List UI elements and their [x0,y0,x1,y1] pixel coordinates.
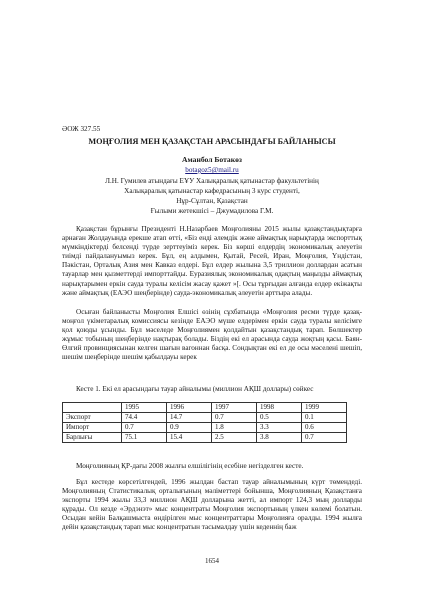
trade-table [62,402,347,443]
affiliation-line: Ғылыми жетекшісі – Джумадилова Г.М. [150,207,274,215]
table-header-row [63,403,347,413]
table-note: Моңғолияның ҚР-дағы 2008 жылғы елшілігінің есебіне негізделген кесте. [76,462,304,470]
table-header-cell: 1997 [212,403,257,413]
table-header-cell: 1996 [167,403,212,413]
table-cell: 3.8 [257,433,302,443]
table-corner-cell [63,403,122,413]
table-row [63,433,347,443]
table-cell: 74.4 [122,413,167,423]
table-cell: 3.3 [257,423,302,433]
table-header-cell: 1999 [302,403,347,413]
table-row [63,413,347,423]
table-cell: 0.5 [257,413,302,423]
table-cell: 0.6 [302,423,347,433]
table-row-label: Барлығы [63,433,122,443]
table-header-cell: 1998 [257,403,302,413]
table-row-label: Импорт [63,423,122,433]
table-cell: 0.7 [212,413,257,423]
table-cell: 0.1 [302,413,347,423]
table-cell: 0.7 [122,423,167,433]
table-cell: 75.1 [122,433,167,443]
table-cell: 2.5 [212,433,257,443]
affiliation-line: Нұр-Сұлтан, Қазақстан [176,197,248,205]
author-name: Аманбол Ботакөз [182,155,242,164]
table-header-cell: 1995 [122,403,167,413]
table-cell: 15.4 [167,433,212,443]
table-row [63,423,347,433]
body-paragraph: Бұл кестеде көрсетілгендей, 1996 жылдан бастап тауар айналымының күрт төмендеді. Моңғолияның Статистикалық орталығының мәліметтері бойынша, Моңғолияның Қазақстанға экспорты 1994 жылы 33,3 миллион АҚШ долларына жетті, ал импорт 124,3 мың долларды құрады. Ол кезде «Эрдэнэт» мыс концентраты Моңғолия экспортының үлкен көлемі болатын. Осыдан кейін Балқашмыста өндірілген мыс концентраттары Моңғолияға оралды. 1994 жылға дейін қазақстандық тарап мыс концентратын тасымалдау үшін кеденнің баж [62,478,362,532]
table-cell: 1.8 [212,423,257,433]
article-title: МОҢҒОЛИЯ МЕН ҚАЗАҚСТАН АРАСЫНДАҒЫ БАЙЛАНЫСЫ [88,137,336,146]
table-caption: Кесте 1. Екі ел арасындағы тауар айналымы (миллион АҚШ доллары) сөйкес [76,385,314,393]
page-number: 1654 [205,557,219,565]
table-cell: 0.7 [302,433,347,443]
table-row-label: Экспорт [63,413,122,423]
table-cell: 0.9 [167,423,212,433]
udc-code: ӘОЖ 327.55 [62,125,101,133]
body-paragraph: Қазақстан бұрынғы Президенті Н.Назарбаев Моңғолияны 2015 жылы қазақстандықтарға арнаған Жолдауында ерекше атап өтті, «Біз енді әлемдік және аймақтық нарықтарда экспорттық мүмкіндіктерді белсенді түрде зерттеуіміз керек. Біз көрші елдердің экономикалық әлеуетін тиімді пайдалануымыз керек. Бұл, ең алдымен, Қытай, Ресей, Иран, Моңғолия, Үндістан, Пәкістан, Орталық Азия мен Кавказ елдері. Бұл елдер жылына 3,5 триллион доллардан асатын тауарлар мен қызметтерді импорттайды. Еуразиялық экономикалық одақтың маңызды аймақтық нарықтарымен еркін сауда туралы келісім жасау қажет »[. Осы тұрғыдан алғанда елдер екіжақты және аймақтық (ЕАЭО шеңберінде) сауда-экономикалық әлеуетін арттыра алады. [62,225,362,297]
affiliation-line: Халықаралық қатынастар кафедрасының 3 курс студенті, [124,187,300,195]
body-paragraph: Осыған байланысты Моңғолия Елшісі өзінің сұхбатында «Моңғолия ресми түрде қазақ-моңғол үкіметаралық комиссиясы кезінде ЕАЭО мүше елдерімен еркін сауда туралы келісімге қол қоюды ұсынды. Бұл мәселеде Моңғолиямен қолдайтын қазақстандық тарап. Бөлшектер жұмыс тобының шеңберінде нақтырақ болады. Біздің екі ел арасында сауда жоқтың қасы. Баян-Өлгий провинциясынан келген шағын вагоннан басқа. Сондықтан екі ел де осы мәселені шешіп, шешім шеңберінде шешім қабылдауы керек [62,308,362,362]
affiliation-line: Л.Н. Гумилев атындағы ЕҰУ Халықаралық қатынастар факультетінің [105,177,319,185]
affiliation-block [62,176,362,216]
author-email-link[interactable]: botagoz5@mail.ru [185,166,239,174]
table-cell: 14.7 [167,413,212,423]
